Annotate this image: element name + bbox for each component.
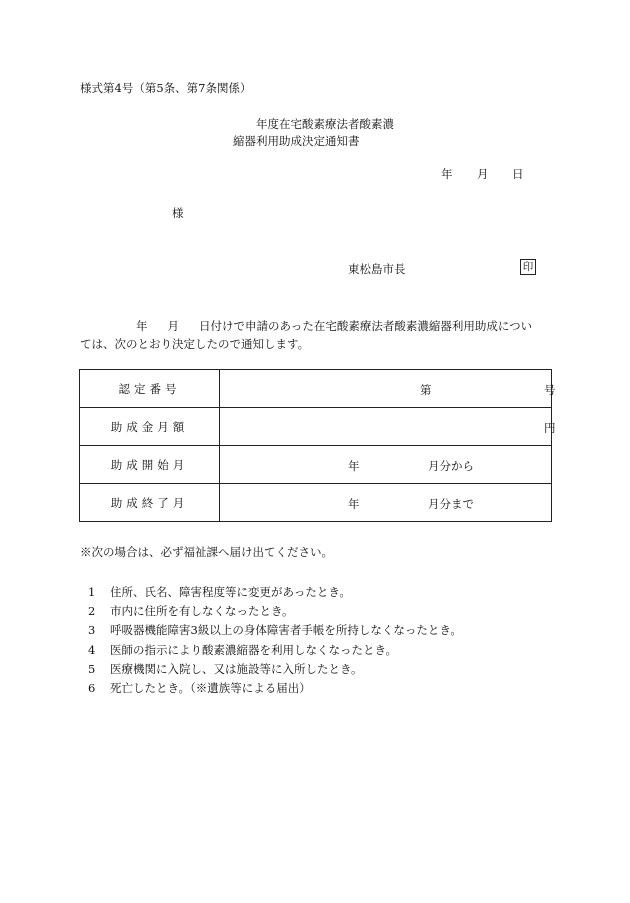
list-item-text: 住所、氏名、障害程度等に変更があったとき。	[110, 585, 351, 599]
row-label-end-month: 助成終了月	[80, 484, 220, 522]
list-item	[88, 583, 462, 602]
body-year-label: 年	[136, 319, 148, 333]
row-value-end-month	[220, 484, 552, 522]
list-item	[88, 660, 462, 679]
date-month-label: 月	[477, 167, 489, 181]
value-prefix: 第	[420, 383, 432, 397]
value-prefix: 年	[348, 497, 360, 511]
addressee-honorific: 様	[172, 206, 184, 220]
value-suffix: 円	[544, 421, 556, 435]
list-item	[88, 602, 462, 621]
document-title-line1: 年度在宅酸素療法者酸素濃	[256, 117, 394, 131]
list-item-number: 1	[88, 585, 96, 599]
list-item-number: 2	[88, 604, 96, 619]
list-item-number: 3	[88, 623, 96, 638]
decision-table	[79, 369, 556, 522]
value-suffix: 号	[544, 383, 556, 397]
table-row	[80, 446, 552, 484]
table-row	[80, 408, 552, 446]
list-item	[88, 621, 462, 640]
document-title-line2: 縮器利用助成決定通知書	[233, 134, 360, 148]
issuer-name: 東松島市長	[348, 262, 406, 276]
body-text-line2: ては、次のとおり決定したので通知します。	[80, 337, 310, 351]
form-number: 様式第4号（第5条、第7条関係）	[80, 81, 252, 95]
list-item-text: 死亡したとき。（※遺族等による届出）	[110, 680, 311, 695]
row-value-certification-number	[220, 370, 556, 408]
list-item	[88, 641, 462, 660]
row-value-start-month	[220, 446, 552, 484]
list-item-number: 6	[88, 680, 96, 695]
value-prefix: 年	[348, 459, 360, 473]
list-item-text: 医療機関に入院し、又は施設等に入所したとき。	[110, 661, 363, 676]
body-month-label: 月	[167, 319, 179, 333]
list-item-number: 5	[88, 661, 96, 676]
notes-list	[88, 583, 462, 698]
body-text-rest: 日付けで申請のあった在宅酸素療法者酸素濃縮器利用助成につい	[199, 319, 533, 333]
table-row	[80, 484, 552, 522]
seal-mark: 印	[520, 259, 536, 275]
row-label-start-month: 助成開始月	[80, 446, 220, 484]
list-item-text: 医師の指示により酸素濃縮器を利用しなくなったとき。	[110, 642, 398, 657]
value-suffix: 月分から	[428, 459, 474, 473]
row-value-monthly-amount	[220, 408, 556, 446]
row-label-monthly-amount: 助成金月額	[80, 408, 220, 446]
row-label-certification-number: 認定番号	[80, 370, 220, 408]
date-day-label: 日	[512, 167, 524, 181]
date-year-label: 年	[441, 167, 453, 181]
value-suffix: 月分まで	[428, 497, 474, 511]
list-item	[88, 679, 462, 698]
list-item-text: 呼吸器機能障害3級以上の身体障害者手帳を所持しなくなったとき。	[110, 623, 462, 638]
notes-header: ※次の場合は、必ず福祉課へ届け出てください。	[80, 545, 333, 559]
list-item-text: 市内に住所を有しなくなったとき。	[110, 604, 294, 619]
table-row	[80, 370, 552, 408]
list-item-number: 4	[88, 642, 96, 657]
body-text-line1	[80, 318, 555, 334]
